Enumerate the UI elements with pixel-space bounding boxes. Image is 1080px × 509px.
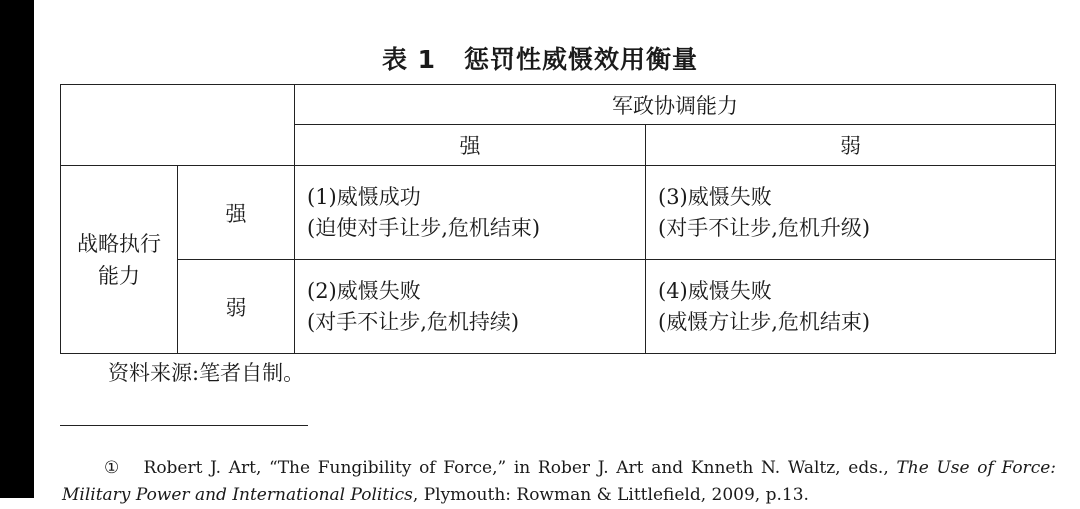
col-header-strong: 强 bbox=[295, 125, 646, 166]
row-header-strong: 强 bbox=[178, 166, 295, 260]
footnote-book-title: The Use of Force: Military Power and International Politics bbox=[62, 458, 1056, 505]
col-group-header: 军政协调能力 bbox=[295, 85, 1056, 125]
cell-2-line1: (2)威慑失败 bbox=[307, 278, 421, 303]
footnote-text-after: , Plymouth: Rowman & Littlefield, 2009, p.13. bbox=[412, 485, 809, 505]
cell-4 bbox=[646, 260, 1056, 354]
cell-1-line1: (1)威慑成功 bbox=[307, 184, 421, 209]
corner-cell bbox=[61, 85, 295, 166]
cell-1-line2: (迫使对手让步,危机结束) bbox=[307, 215, 541, 240]
table-caption: 惩罚性威慑效用衡量 bbox=[464, 45, 699, 74]
footnote-mark: ① bbox=[104, 458, 122, 478]
row-header-weak: 弱 bbox=[178, 260, 295, 354]
row-group-header-line1: 战略执行 bbox=[77, 231, 161, 256]
cell-3 bbox=[646, 166, 1056, 260]
cell-3-line1: (3)威慑失败 bbox=[658, 184, 772, 209]
col-header-weak: 弱 bbox=[646, 125, 1056, 166]
table-title bbox=[0, 40, 1080, 76]
source-note: 资料来源:笔者自制。 bbox=[108, 361, 305, 385]
cell-4-line2: (威慑方让步,危机结束) bbox=[658, 309, 871, 334]
footnote-text-before: Robert J. Art, “The Fungibility of Force,” in Rober J. Art and Knneth N. Waltz, eds., bbox=[143, 458, 889, 478]
row-group-header bbox=[61, 166, 178, 354]
cell-3-line2: (对手不让步,危机升级) bbox=[658, 215, 871, 240]
table-number: 表 1 bbox=[381, 45, 437, 74]
deterrence-matrix-table bbox=[60, 84, 1056, 354]
cell-4-line1: (4)威慑失败 bbox=[658, 278, 772, 303]
row-group-header-line2: 能力 bbox=[98, 263, 140, 288]
cell-2 bbox=[295, 260, 646, 354]
cell-2-line2: (对手不让步,危机持续) bbox=[307, 309, 520, 334]
footnote-divider bbox=[60, 425, 308, 426]
footnote bbox=[62, 455, 1056, 509]
cell-1 bbox=[295, 166, 646, 260]
